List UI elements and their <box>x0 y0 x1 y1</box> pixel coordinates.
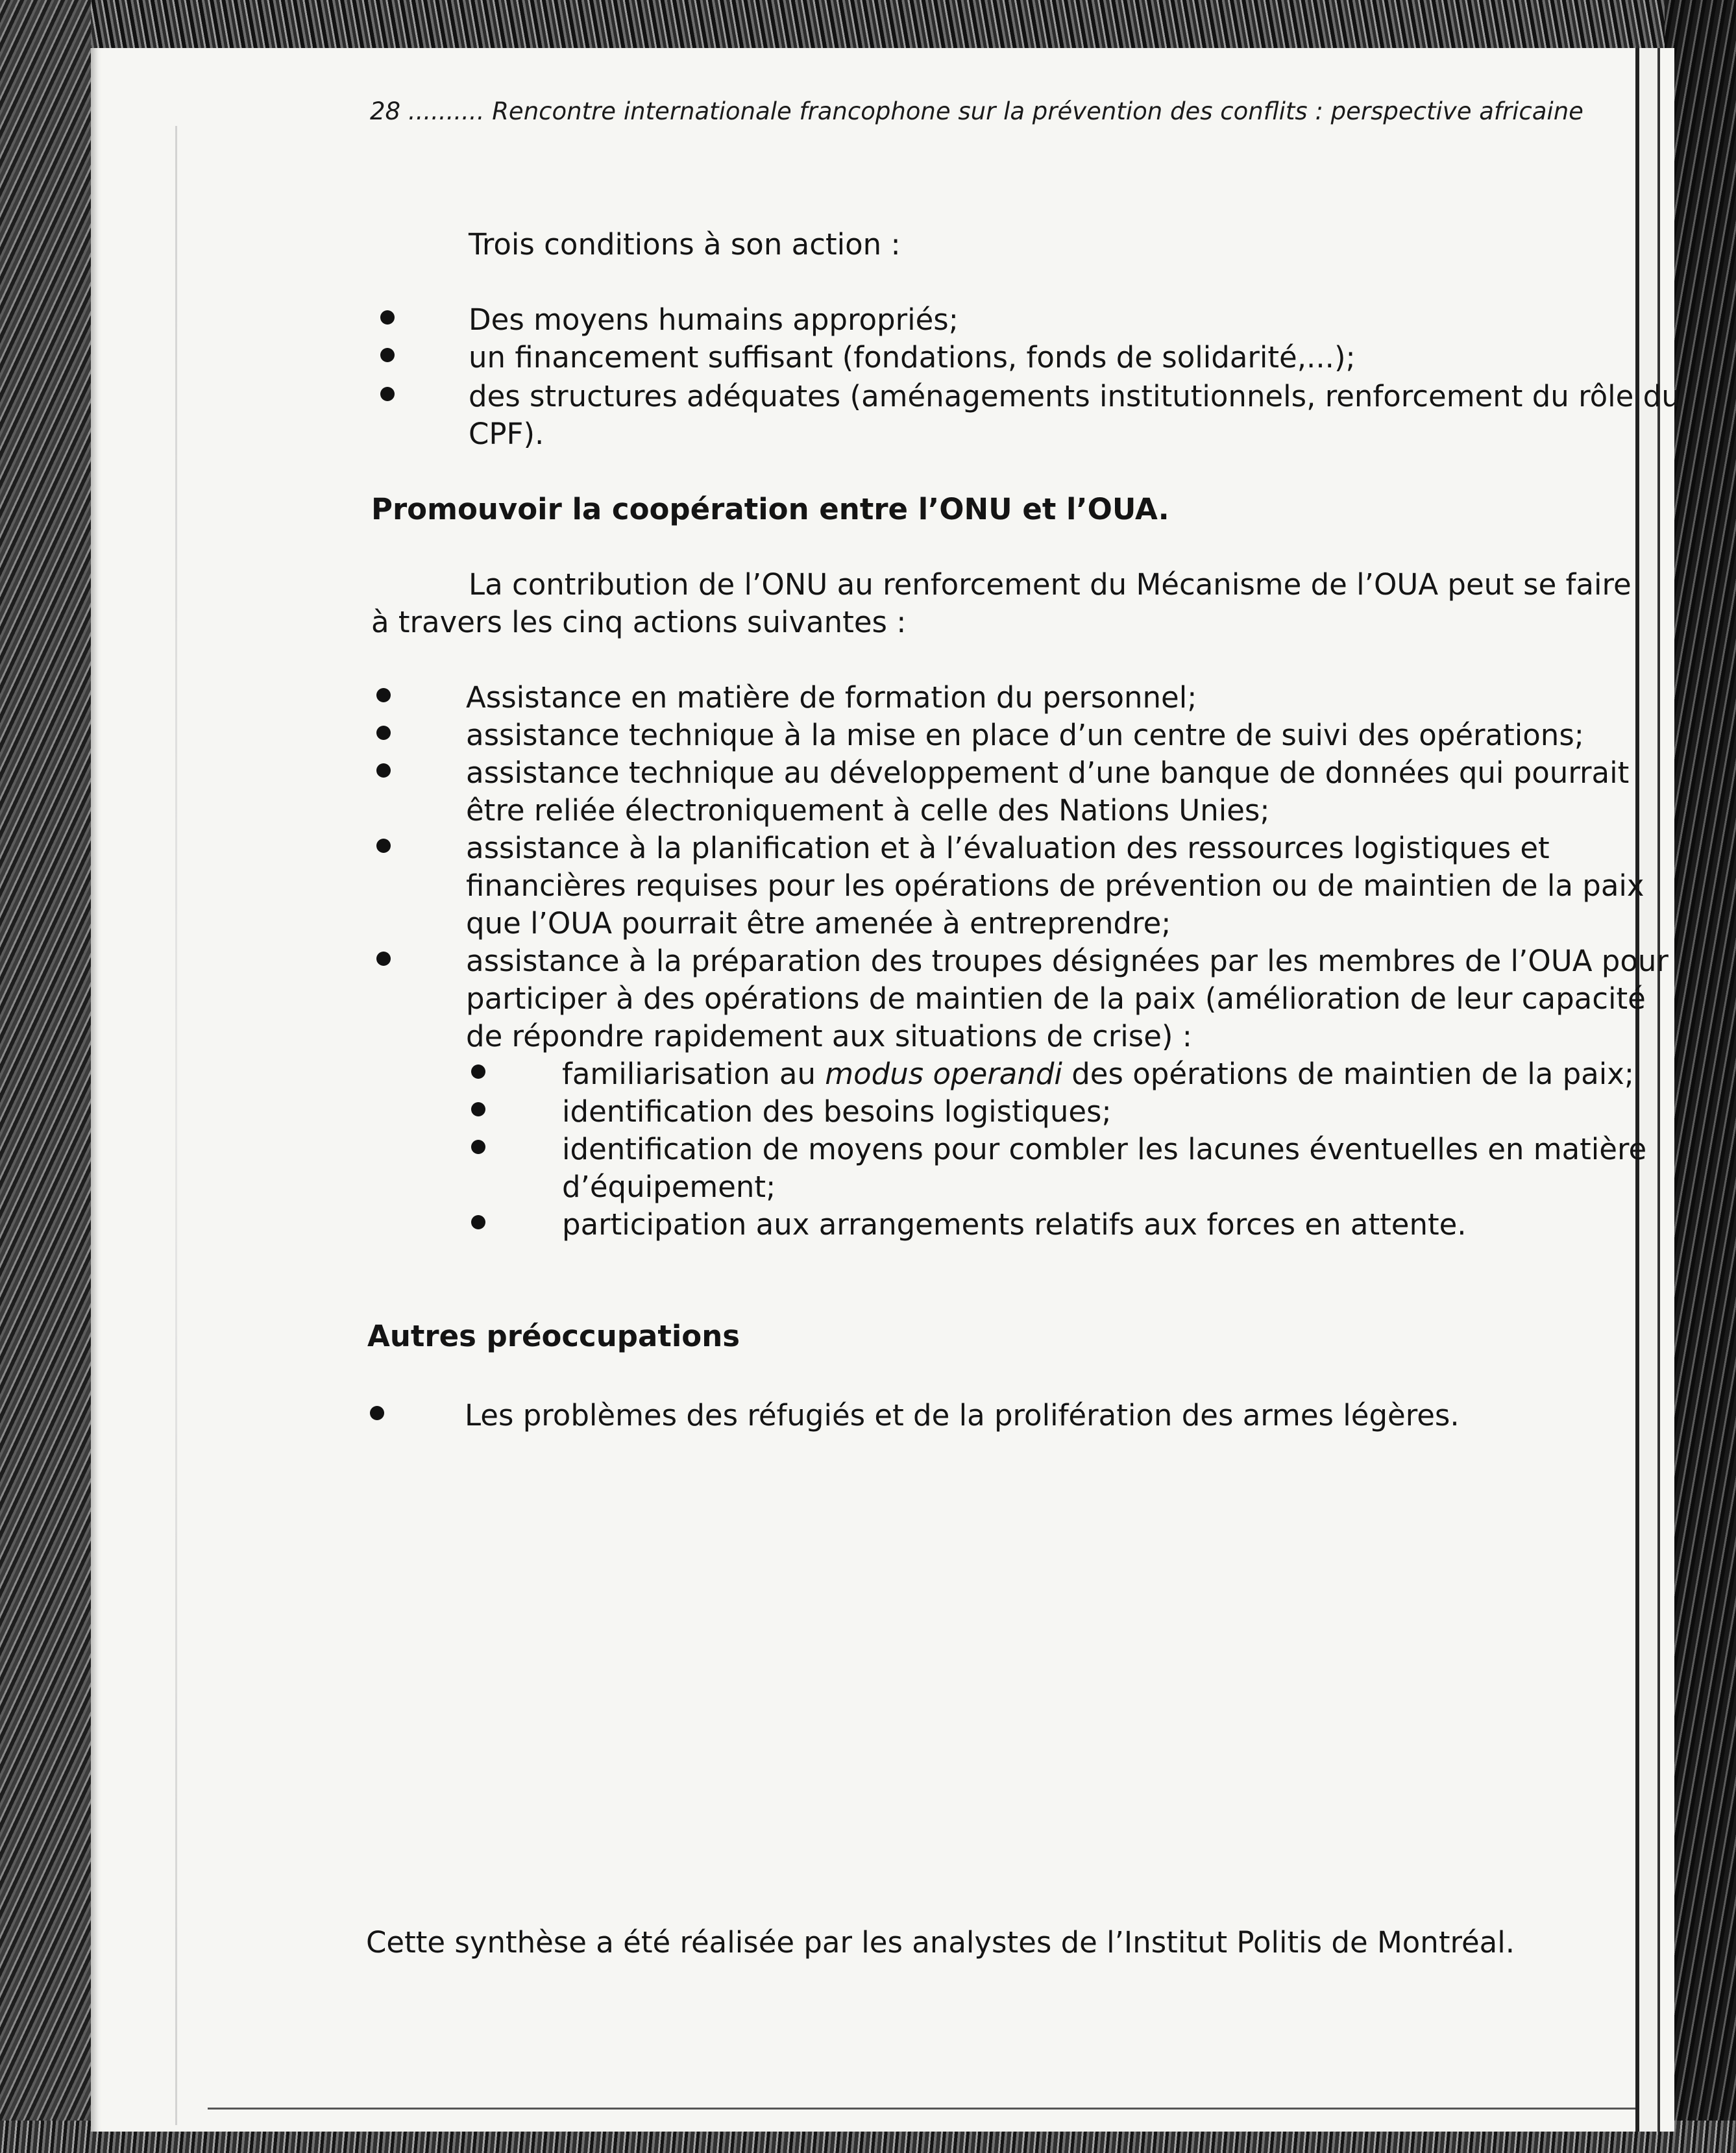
section3-item: Les problèmes des réfugiés et de la prolifération des armes légères. <box>465 1398 1460 1433</box>
bullet-icon <box>370 1406 384 1420</box>
running-header: 28 .......... Rencontre internationale francophone sur la prévention des conflits : perspective africaine <box>370 97 1583 125</box>
section2-item-5-cont1: participer à des opérations de maintien de la paix (amélioration de leur capacité <box>466 981 1646 1016</box>
section3-heading: Autres préoccupations <box>367 1319 740 1353</box>
section2-item-5-cont2: de répondre rapidement aux situations de crise) : <box>466 1019 1192 1053</box>
binding-line <box>175 126 177 2125</box>
footer-credit: Cette synthèse a été réalisée par les analystes de l’Institut Politis de Montréal. <box>366 1925 1515 1960</box>
bullet-icon <box>376 763 391 778</box>
section2-item-2: assistance technique à la mise en place d’un centre de suivi des opérations; <box>466 718 1584 752</box>
section1-item-3: des structures adéquates (aménagements institutionnels, renforcement du rôle du <box>469 379 1680 413</box>
subitem-3-cont: d’équipement; <box>562 1170 776 1204</box>
section2-item-4: assistance à la planification et à l’évaluation des ressources logistiques et <box>466 831 1550 865</box>
section1-item-2: un financement suffisant (fondations, fonds de solidarité,...); <box>469 340 1356 375</box>
scan-border-top <box>0 0 1736 52</box>
subitem-4: participation aux arrangements relatifs aux forces en attente. <box>562 1207 1467 1242</box>
section2-heading: Promouvoir la coopération entre l’ONU et l’OUA. <box>371 492 1169 526</box>
bullet-icon <box>380 387 395 401</box>
sub-bullet-icon <box>471 1064 485 1079</box>
subitem-3: identification de moyens pour combler les lacunes éventuelles en matière <box>562 1132 1647 1166</box>
subitem-2: identification des besoins logistiques; <box>562 1094 1112 1129</box>
subitem-1: familiarisation au modus operandi des opérations de maintien de la paix; <box>562 1057 1635 1091</box>
scan-border-right <box>1665 0 1736 2153</box>
section1-item-1: Des moyens humains appropriés; <box>469 302 959 337</box>
section2-item-3-cont: être reliée électroniquement à celle des Nations Unies; <box>466 793 1270 828</box>
bullet-icon <box>376 726 391 740</box>
sub-bullet-icon <box>471 1102 485 1116</box>
section1-intro: Trois conditions à son action : <box>469 227 901 262</box>
bullet-icon <box>376 839 391 853</box>
section2-item-1: Assistance en matière de formation du personnel; <box>466 680 1197 715</box>
section1-item-3-cont: CPF). <box>469 417 544 451</box>
section2-item-3: assistance technique au développement d’une banque de données qui pourrait <box>466 756 1630 790</box>
page-right-edge <box>1635 48 1660 2132</box>
section2-paragraph-line1: La contribution de l’ONU au renforcement du Mécanisme de l’OUA peut se faire <box>469 567 1632 602</box>
bullet-icon <box>376 952 391 966</box>
page-bottom-rule <box>208 2108 1635 2110</box>
sub-bullet-icon <box>471 1140 485 1154</box>
bullet-icon <box>380 348 395 362</box>
bullet-icon <box>376 688 391 702</box>
section2-item-4-cont2: que l’OUA pourrait être amenée à entreprendre; <box>466 906 1171 941</box>
section2-item-5: assistance à la préparation des troupes désignées par les membres de l’OUA pour <box>466 944 1669 978</box>
sub-bullet-icon <box>471 1215 485 1229</box>
scan-border-left <box>0 0 91 2153</box>
section2-item-4-cont1: financières requises pour les opérations de prévention ou de maintien de la paix <box>466 868 1644 903</box>
section2-paragraph-line2: à travers les cinq actions suivantes : <box>371 605 907 639</box>
bullet-icon <box>380 310 395 325</box>
